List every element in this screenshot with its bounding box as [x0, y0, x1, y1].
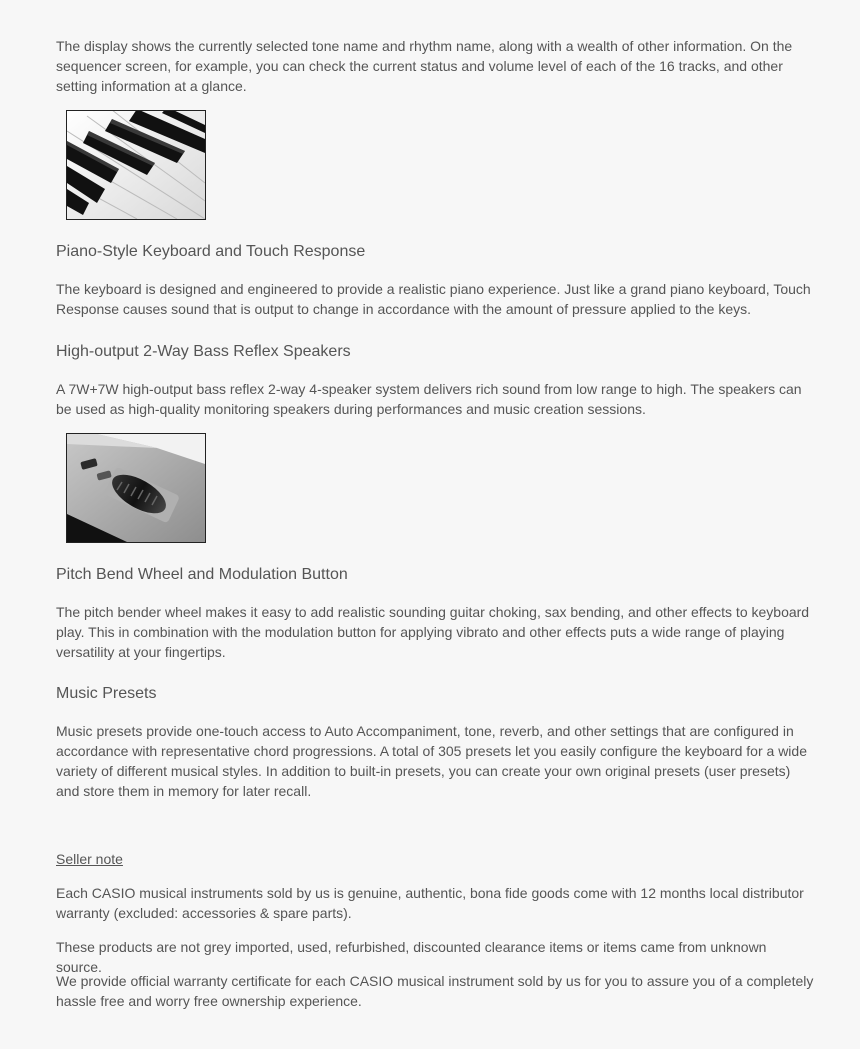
piano-keys-icon: [67, 111, 205, 219]
pitch-bend-wheel-icon: [67, 434, 205, 542]
seller-note-warranty: Each CASIO musical instruments sold by us is genuine, authentic, bona fide goods come with 12 months local distributor warranty (excluded: accessories & spare parts).: [56, 885, 804, 921]
seller-note-certificate: We provide official warranty certificate for each CASIO musical instrument sold by us for you to assure you of a completely hassle free and worry free ownership experience.: [56, 973, 814, 1009]
section-body-keyboard: The keyboard is designed and engineered to provide a realistic piano experience. Just like a grand piano keyboard, Touch Response causes sound that is output to change in accordance with the amount of pressure applied to the keys.: [56, 281, 811, 317]
section-body-speakers: A 7W+7W high-output bass reflex 2-way 4-speaker system delivers rich sound from low range to high. The speakers can be used as high-quality monitoring speakers during performances and music creation sessions.: [56, 381, 802, 417]
intro-text: The display shows the currently selected tone name and rhythm name, along with a wealth of other information. On the sequencer screen, for example, you can check the current status and volume level of each of the 16 tracks, and other setting information at a glance.: [56, 38, 793, 94]
pitch-wheel-image: [66, 433, 206, 543]
seller-note-heading: Seller note: [56, 851, 123, 867]
section-title-music-presets: Music Presets: [56, 685, 157, 702]
section-body-music-presets: Music presets provide one-touch access to Auto Accompaniment, tone, reverb, and other settings that are configured in accordance with representative chord progressions. A total of 305 presets let you easily configure the keyboard for a wide variety of different musical styles. In addition to built-in presets, you can create your own original presets (user presets) and store them in memory for later recall.: [56, 723, 807, 799]
seller-note-authenticity: These products are not grey imported, used, refurbished, discounted clearance items or items came from unknown source.: [56, 939, 767, 975]
keyboard-image: [66, 110, 206, 220]
section-title-pitch-bend: Pitch Bend Wheel and Modulation Button: [56, 566, 348, 583]
section-title-keyboard: Piano-Style Keyboard and Touch Response: [56, 243, 366, 260]
section-body-pitch-bend: The pitch bender wheel makes it easy to add realistic sounding guitar choking, sax bending, and other effects to keyboard play. This in combination with the modulation button for applying vibrato and other effects puts a wide range of playing versatility at your fingertips.: [56, 604, 810, 660]
section-title-speakers: High-output 2-Way Bass Reflex Speakers: [56, 343, 351, 360]
